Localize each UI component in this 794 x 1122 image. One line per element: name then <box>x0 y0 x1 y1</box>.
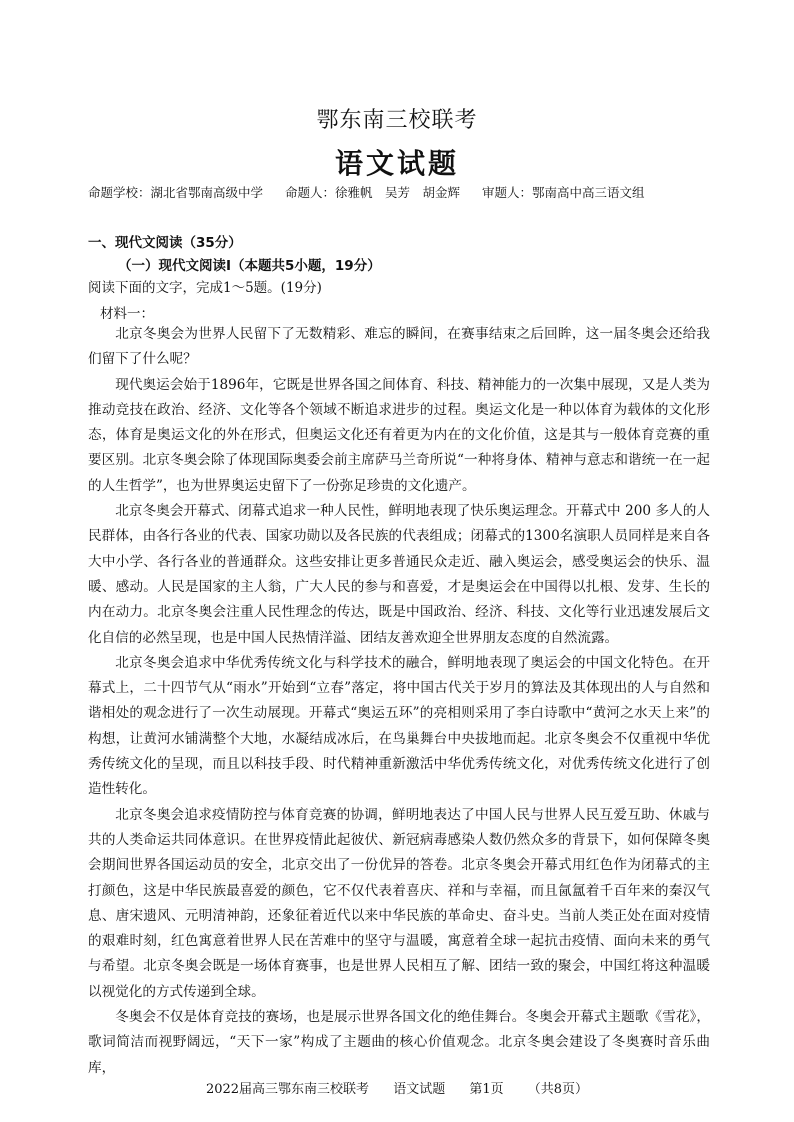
exam-meta-line <box>88 183 663 201</box>
exam-subject-title: 语文试题 <box>334 147 459 180</box>
passage-body <box>88 322 710 1081</box>
exam-school-title: 鄂东南三校联考 <box>316 108 478 133</box>
section-title: 一、现代文阅读（35分） <box>88 235 242 251</box>
meta-school: 命题学校：湖北省鄂南高级中学 <box>88 185 264 200</box>
footer-page-number: 第1页 <box>469 1082 504 1097</box>
passage-paragraph: 现代奥运会始于1896年，它既是世界各国之间体育、科技、精神能力的一次集中展现，又是人类为推动竞技在政治、经济、文化等各个领域不断追求进步的过程。奥运文化是一种以体育为载体的文化形态，体育是奥运文化的外在形式，但奥运文化还有着更为内在的文化价值，这是其与一般体育竞赛的重要区别。北京冬奥会除了体现国际奥委会前主席萨马兰奇所说“一种将身体、精神与意志和谐统一在一起的人生哲学”，也为世界奥运史留下了一份弥足珍贵的文化遗产。 <box>88 376 710 494</box>
passage-paragraph: 北京冬奥会追求中华优秀传统文化与科学技术的融合，鲜明地表现了奥运会的中国文化特色。在开幕式上，二十四节气从“雨水”开始到“立春”落定，将中国古代关于岁月的算法及其体现出的人与自然和谐相处的观念进行了一次生动展现。开幕式“奥运五环”的亮相则采用了李白诗歌中“黄河之水天上来”的构想，让黄河水铺满整个大地，水凝结成冰后，在鸟巢舞台中央拔地而起。北京冬奥会不仅重视中华优秀传统文化的呈现，而且以科技手段、时代精神重新激活中华优秀传统文化，对优秀传统文化进行了创造性转化。 <box>88 654 710 798</box>
meta-reviewers: 审题人：鄂南高中高三语文组 <box>482 185 645 200</box>
footer-exam: 2022届高三鄂东南三校联考 <box>205 1082 370 1097</box>
footer-subject: 语文试题 <box>393 1082 446 1097</box>
passage-paragraph: 北京冬奥会开幕式、闭幕式追求一种人民性，鲜明地表现了快乐奥运理念。开幕式中 200 多人的人民群体，由各行各业的代表、国家功勋以及各民族的代表组成；闭幕式的1300名演职人员同样是来自各大中小学、各行各业的普通群众。这些安排让更多普通民众走近、融入奥运会，感受奥运会的快乐、温暖、感动。人民是国家的主人翁，广大人民的参与和喜爱，才是奥运会在中国得以扎根、发芽、生长的内在动力。北京冬奥会注重人民性理念的传达，既是中国政治、经济、科技、文化等行业迅速发展后文化自信的必然呈现，也是中国人民热情洋溢、团结友善欢迎全世界朋友态度的自然流露。 <box>88 503 710 646</box>
footer-total-pages: （共8页） <box>527 1082 589 1097</box>
page-footer <box>0 1078 794 1097</box>
material-label: 材料一： <box>100 306 154 322</box>
passage-paragraph: 北京冬奥会为世界人民留下了无数精彩、难忘的瞬间，在赛事结束之后回眸，这一届冬奥会还给我们留下了什么呢？ <box>88 326 710 368</box>
subsection-title: （一）现代文阅读Ⅰ（本题共5小题，19分） <box>118 258 381 274</box>
passage-paragraph: 冬奥会不仅是体育竞技的赛场，也是展示世界各国文化的绝佳舞台。冬奥会开幕式主题歌《雪花》，歌词简洁而视野阔远，“天下一家”构成了主题曲的核心价值观念。北京冬奥会建设了冬奥赛时音乐曲库， <box>88 1009 710 1076</box>
meta-authors: 命题人：徐雅帆 吴芳 胡金辉 <box>285 185 461 200</box>
instruction: 阅读下面的文字，完成1～5题。(19分) <box>88 280 322 296</box>
passage-paragraph: 北京冬奥会追求疫情防控与体育竞赛的协调，鲜明地表达了中国人民与世界人民互爱互助、休戚与共的人类命运共同体意识。在世界疫情此起彼伏、新冠病毒感染人数仍然众多的背景下，如何保障冬奥会期间世界各国运动员的安全，北京交出了一份优异的答卷。北京冬奥会开幕式用红色作为闭幕式的主打颜色，这是中华民族最喜爱的颜色，它不仅代表着喜庆、祥和与幸福，而且氤氲着千百年来的秦汉气息、唐宋遗风、元明清神韵，还象征着近代以来中华民族的革命史、奋斗史。当前人类正处在面对疫情的艰难时刻，红色寓意着世界人民在苦难中的坚守与温暖，寓意着全球一起抗击疫情、面向未来的勇气与希望。北京冬奥会既是一场体育赛事，也是世界人民相互了解、团结一致的聚会，中国红将这种温暖以视觉化的方式传递到全球。 <box>88 806 710 1000</box>
